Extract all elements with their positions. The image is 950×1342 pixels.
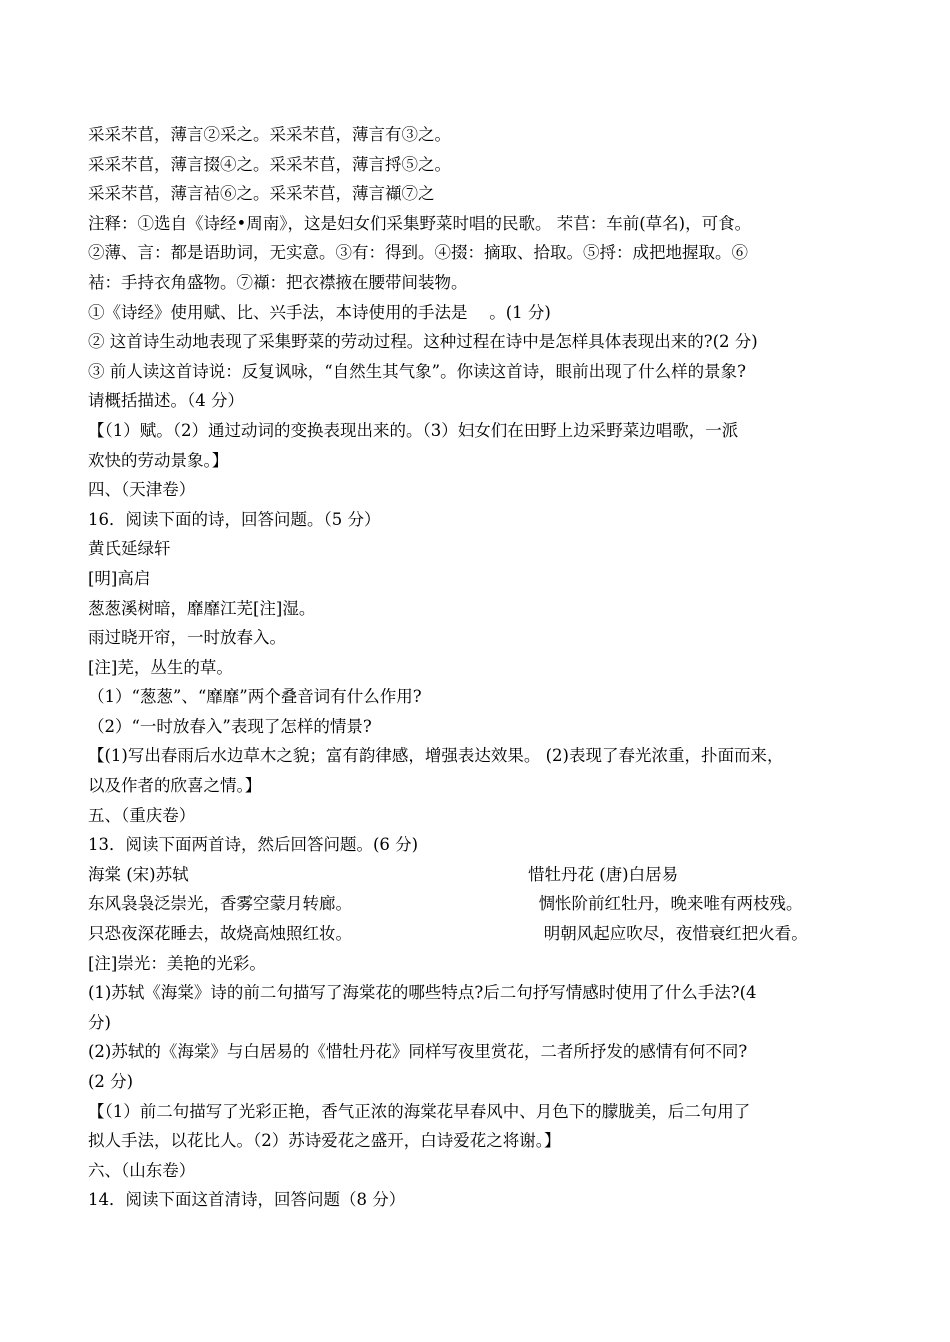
- text-line: [注]崇光：美艳的光彩。: [88, 953, 266, 973]
- text-line: 14．阅读下面这首清诗，回答问题（8 分）: [88, 1190, 406, 1210]
- text-line: 【(1)写出春雨后水边草木之貌；富有韵律感，增强表达效果。 (2)表现了春光浓重，扑面而来，: [88, 746, 784, 766]
- text-line: (2)苏轼的《海棠》与白居易的《惜牡丹花》同样写夜里赏花，二者所抒发的感情有何不同?: [88, 1042, 748, 1062]
- text-line: 采采芣苢，薄言袺⑥之。采采芣苢，薄言襭⑦之: [88, 184, 435, 204]
- poem-right-line: 明朝风起应吹尽，夜惜衰红把火看。: [528, 924, 808, 944]
- text-line: ①《诗经》使用赋、比、兴手法，本诗使用的手法是 。(1 分): [88, 302, 551, 322]
- text-line: 四、（天津卷）: [88, 480, 196, 500]
- poem-right-line: 惜牡丹花 (唐)白居易: [528, 864, 679, 884]
- text-line: 注释：①选自《诗经•周南》，这是妇女们采集野菜时唱的民歌。 芣苢：车前(草名)，可食。: [88, 213, 752, 233]
- text-line: 采采芣苢，薄言掇④之。采采芣苢，薄言捋⑤之。: [88, 154, 451, 174]
- poem-pair-block: [88, 860, 878, 949]
- text-line: 袺：手持衣角盛物。⑦襭：把衣襟掖在腰带间装物。: [88, 272, 468, 292]
- poem-left-line: 海棠 (宋)苏轼: [88, 864, 189, 884]
- text-line: ③ 前人读这首诗说：反复讽咏，“自然生其气象”。你读这首诗，眼前出现了什么样的景象?: [88, 361, 746, 381]
- text-line: （1）“葱葱”、“靡靡”两个叠音词有什么作用?: [88, 687, 422, 707]
- poem-row: [88, 860, 878, 890]
- text-line: 欢快的劳动景象。】: [88, 450, 229, 470]
- text-line: 五、（重庆卷）: [88, 805, 196, 825]
- text-line: 【（1）前二句描写了光彩正艳，香气正浓的海棠花早春风中、月色下的朦胧美，后二句用了: [88, 1101, 751, 1121]
- document-page: [88, 120, 878, 1215]
- text-line: ② 这首诗生动地表现了采集野菜的劳动过程。这种过程在诗中是怎样具体表现出来的?(2 分): [88, 332, 758, 352]
- text-line: 雨过晓开帘，一时放春入。: [88, 628, 286, 648]
- text-line: 分): [88, 1012, 111, 1032]
- text-line: (1)苏轼《海棠》诗的前二句描写了海棠花的哪些特点?后二句抒写情感时使用了什么手法?(4: [88, 983, 757, 1003]
- text-line: 请概括描述。（4 分）: [88, 391, 244, 411]
- text-line: 拟人手法，以花比人。（2）苏诗爱花之盛开，白诗爱花之将谢。】: [88, 1131, 561, 1151]
- poem-row: [88, 919, 878, 949]
- text-line: 六、（山东卷）: [88, 1160, 196, 1180]
- text-line: （2）“一时放春入”表现了怎样的情景?: [88, 716, 372, 736]
- text-line: 黄氏延绿轩: [88, 539, 171, 559]
- text-line: [明]高启: [88, 568, 151, 588]
- text-line: 葱葱溪树暗，靡靡江芜[注]湿。: [88, 598, 316, 618]
- poem-row: [88, 889, 878, 919]
- poem-left-line: 东风袅袅泛崇光，香雾空蒙月转廊。: [88, 894, 352, 914]
- text-block-top: [88, 120, 878, 860]
- text-line: 采采芣苢，薄言②采之。采采芣苢，薄言有③之。: [88, 125, 451, 144]
- text-block-bottom: [88, 949, 878, 1215]
- text-line: 16．阅读下面的诗，回答问题。（5 分）: [88, 509, 381, 529]
- text-line: [注]芜，丛生的草。: [88, 657, 233, 677]
- poem-right-line: 惆怅阶前红牡丹，晚来唯有两枝残。: [528, 894, 803, 914]
- text-line: 【（1）赋。（2）通过动词的变换表现出来的。（3）妇女们在田野上边采野菜边唱歌，一派: [88, 420, 739, 440]
- poem-left-line: 只恐夜深花睡去，故烧高烛照红妆。: [88, 924, 352, 944]
- text-line: 以及作者的欣喜之情。】: [88, 776, 262, 796]
- text-line: ②薄、言：都是语助词，无实意。③有：得到。④掇：摘取、拾取。⑤捋：成把地握取。⑥: [88, 243, 748, 263]
- text-line: 13．阅读下面两首诗，然后回答问题。(6 分): [88, 835, 419, 855]
- text-line: (2 分): [88, 1072, 134, 1091]
